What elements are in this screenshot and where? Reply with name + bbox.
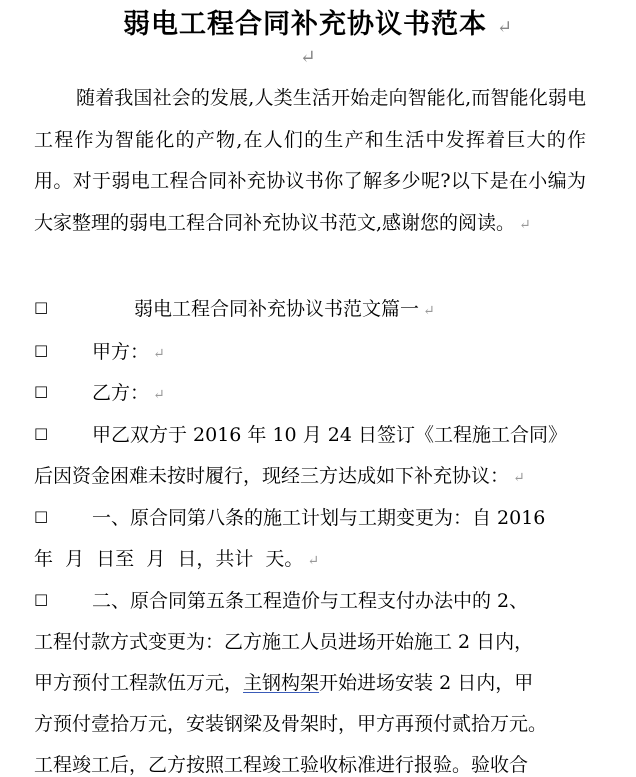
return-mark-icon: ↵ (153, 387, 165, 403)
intro-paragraph (34, 78, 586, 246)
bullet-icon: □ (34, 424, 49, 442)
intro-text: 随着我国社会的发展,人类生活开始走向智能化,而智能化弱电工程作为智能化的产物,在人们的生产和生活中发挥着巨大的作用。对于弱电工程合同补充协议书你了解多少呢?以下是在小编为大家整理的弱电工程合同补充协议书范文,感谢您的阅读。 (34, 87, 586, 234)
return-mark-icon: ↵ (307, 553, 320, 569)
bullet-icon: □ (34, 382, 49, 400)
section-heading (134, 294, 435, 321)
document-title (0, 2, 636, 41)
title-text: 弱电工程合同补充协议书范本 (122, 9, 487, 40)
clause2-line-1: 二、原合同第五条工程造价与工程支付办法中的 2、 (92, 590, 529, 612)
return-mark-icon: ↵ (519, 216, 531, 233)
party-b-line (92, 378, 165, 405)
clause2-text-3b: 开始进场安装 2 日内，甲 (319, 672, 534, 694)
bullet-icon: □ (34, 507, 49, 525)
clause2-text-3a: 甲方预付工程款伍万元， (34, 672, 244, 694)
return-mark-icon: ↵ (153, 346, 165, 362)
bullet-icon: □ (34, 341, 49, 359)
bullet-icon: □ (34, 298, 49, 316)
party-b-label: 乙方： (92, 382, 150, 404)
party-a-label: 甲方： (92, 341, 150, 363)
underlined-term: 主钢构架 (243, 672, 320, 694)
party-a-line (92, 337, 165, 364)
return-mark-icon: ↵ (300, 46, 316, 68)
clause-intro-text-2: 后因资金困难未按时履行，现经三方达成如下补充协议： (34, 465, 510, 487)
clause2-line-2: 工程付款方式变更为：乙方施工人员进场开始施工 2 日内， (34, 631, 534, 653)
return-mark-icon: ↵ (513, 470, 525, 486)
clause2-line-3 (34, 668, 586, 695)
clause-intro-line-2 (34, 461, 586, 488)
clause-intro-line-1: 甲乙双方于 2016 年 10 月 24 日签订《工程施工合同》 (92, 424, 567, 446)
clause1-line-1: 一、原合同第八条的施工计划与工期变更为：自 2016 (92, 507, 546, 529)
return-mark-icon: ↵ (496, 17, 514, 38)
clause1-text-2: 年 月 日至 月 日，共计 天。 (34, 548, 304, 570)
return-mark-icon: ↵ (423, 303, 435, 319)
bullet-icon: □ (34, 590, 49, 608)
section-heading-text: 弱电工程合同补充协议书范文篇一 (134, 298, 420, 320)
clause2-line-5: 工程竣工后，乙方按照工程竣工验收标准进行报验。验收合 (34, 754, 529, 776)
clause2-line-4: 方预付壹拾万元，安装钢梁及骨架时，甲方再预付贰拾万元。 (34, 713, 548, 735)
clause1-line-2 (34, 544, 586, 571)
